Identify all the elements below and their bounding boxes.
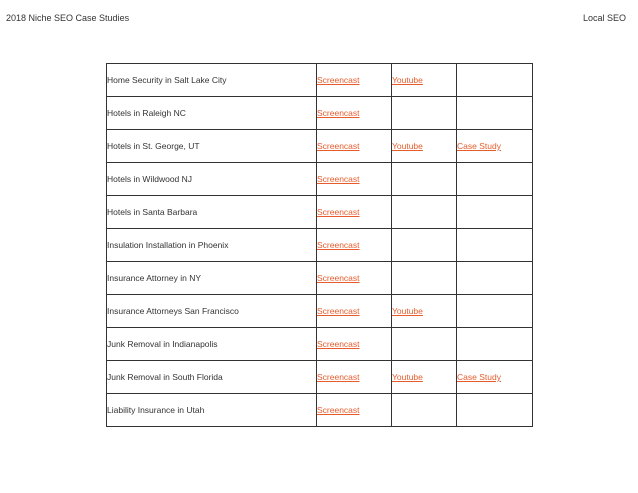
case-study-cell (457, 163, 533, 196)
case-study-cell (457, 196, 533, 229)
screencast-link[interactable]: Screencast (317, 372, 360, 382)
topic-cell: Junk Removal in South Florida (107, 361, 317, 394)
topic-cell: Insurance Attorneys San Francisco (107, 295, 317, 328)
youtube-link[interactable]: Youtube (392, 306, 423, 316)
case-study-link[interactable]: Case Study (457, 372, 501, 382)
screencast-link[interactable]: Screencast (317, 141, 360, 151)
case-study-cell (457, 328, 533, 361)
screencast-cell (317, 97, 392, 130)
youtube-cell (392, 361, 457, 394)
screencast-link[interactable]: Screencast (317, 108, 360, 118)
screencast-link[interactable]: Screencast (317, 207, 360, 217)
topic-cell: Insulation Installation in Phoenix (107, 229, 317, 262)
case-study-link[interactable]: Case Study (457, 141, 501, 151)
case-study-cell (457, 361, 533, 394)
topic-cell: Hotels in Santa Barbara (107, 196, 317, 229)
table-row (107, 163, 533, 196)
screencast-link[interactable]: Screencast (317, 240, 360, 250)
table-row (107, 229, 533, 262)
youtube-cell (392, 262, 457, 295)
table-row (107, 262, 533, 295)
youtube-cell (392, 328, 457, 361)
case-study-cell (457, 130, 533, 163)
screencast-cell (317, 295, 392, 328)
youtube-cell (392, 394, 457, 427)
screencast-cell (317, 130, 392, 163)
screencast-cell (317, 262, 392, 295)
screencast-cell (317, 394, 392, 427)
screencast-link[interactable]: Screencast (317, 174, 360, 184)
topic-cell: Junk Removal in Indianapolis (107, 328, 317, 361)
youtube-cell (392, 130, 457, 163)
youtube-cell (392, 97, 457, 130)
table-row (107, 361, 533, 394)
screencast-cell (317, 163, 392, 196)
screencast-cell (317, 229, 392, 262)
table-row (107, 328, 533, 361)
topic-cell: Hotels in Wildwood NJ (107, 163, 317, 196)
youtube-cell (392, 295, 457, 328)
table-row (107, 295, 533, 328)
table-row (107, 130, 533, 163)
topic-cell: Hotels in Raleigh NC (107, 97, 317, 130)
screencast-cell (317, 328, 392, 361)
screencast-link[interactable]: Screencast (317, 273, 360, 283)
page-title: 2018 Niche SEO Case Studies (6, 13, 130, 23)
case-studies-table (106, 63, 533, 427)
youtube-link[interactable]: Youtube (392, 75, 423, 85)
topic-cell: Home Security in Salt Lake City (107, 64, 317, 97)
table-row (107, 97, 533, 130)
topic-cell: Insurance Attorney in NY (107, 262, 317, 295)
youtube-cell (392, 196, 457, 229)
table-row (107, 196, 533, 229)
table-row (107, 394, 533, 427)
youtube-cell (392, 64, 457, 97)
case-study-cell (457, 262, 533, 295)
topic-cell: Hotels in St. George, UT (107, 130, 317, 163)
youtube-cell (392, 229, 457, 262)
screencast-cell (317, 196, 392, 229)
screencast-link[interactable]: Screencast (317, 339, 360, 349)
screencast-cell (317, 64, 392, 97)
topic-cell: Liability Insurance in Utah (107, 394, 317, 427)
youtube-link[interactable]: Youtube (392, 372, 423, 382)
case-study-cell (457, 64, 533, 97)
case-study-cell (457, 295, 533, 328)
screencast-cell (317, 361, 392, 394)
case-study-cell (457, 97, 533, 130)
screencast-link[interactable]: Screencast (317, 405, 360, 415)
youtube-link[interactable]: Youtube (392, 141, 423, 151)
youtube-cell (392, 163, 457, 196)
screencast-link[interactable]: Screencast (317, 75, 360, 85)
case-study-cell (457, 229, 533, 262)
table-row (107, 64, 533, 97)
screencast-link[interactable]: Screencast (317, 306, 360, 316)
section-label: Local SEO (582, 13, 626, 23)
case-study-cell (457, 394, 533, 427)
